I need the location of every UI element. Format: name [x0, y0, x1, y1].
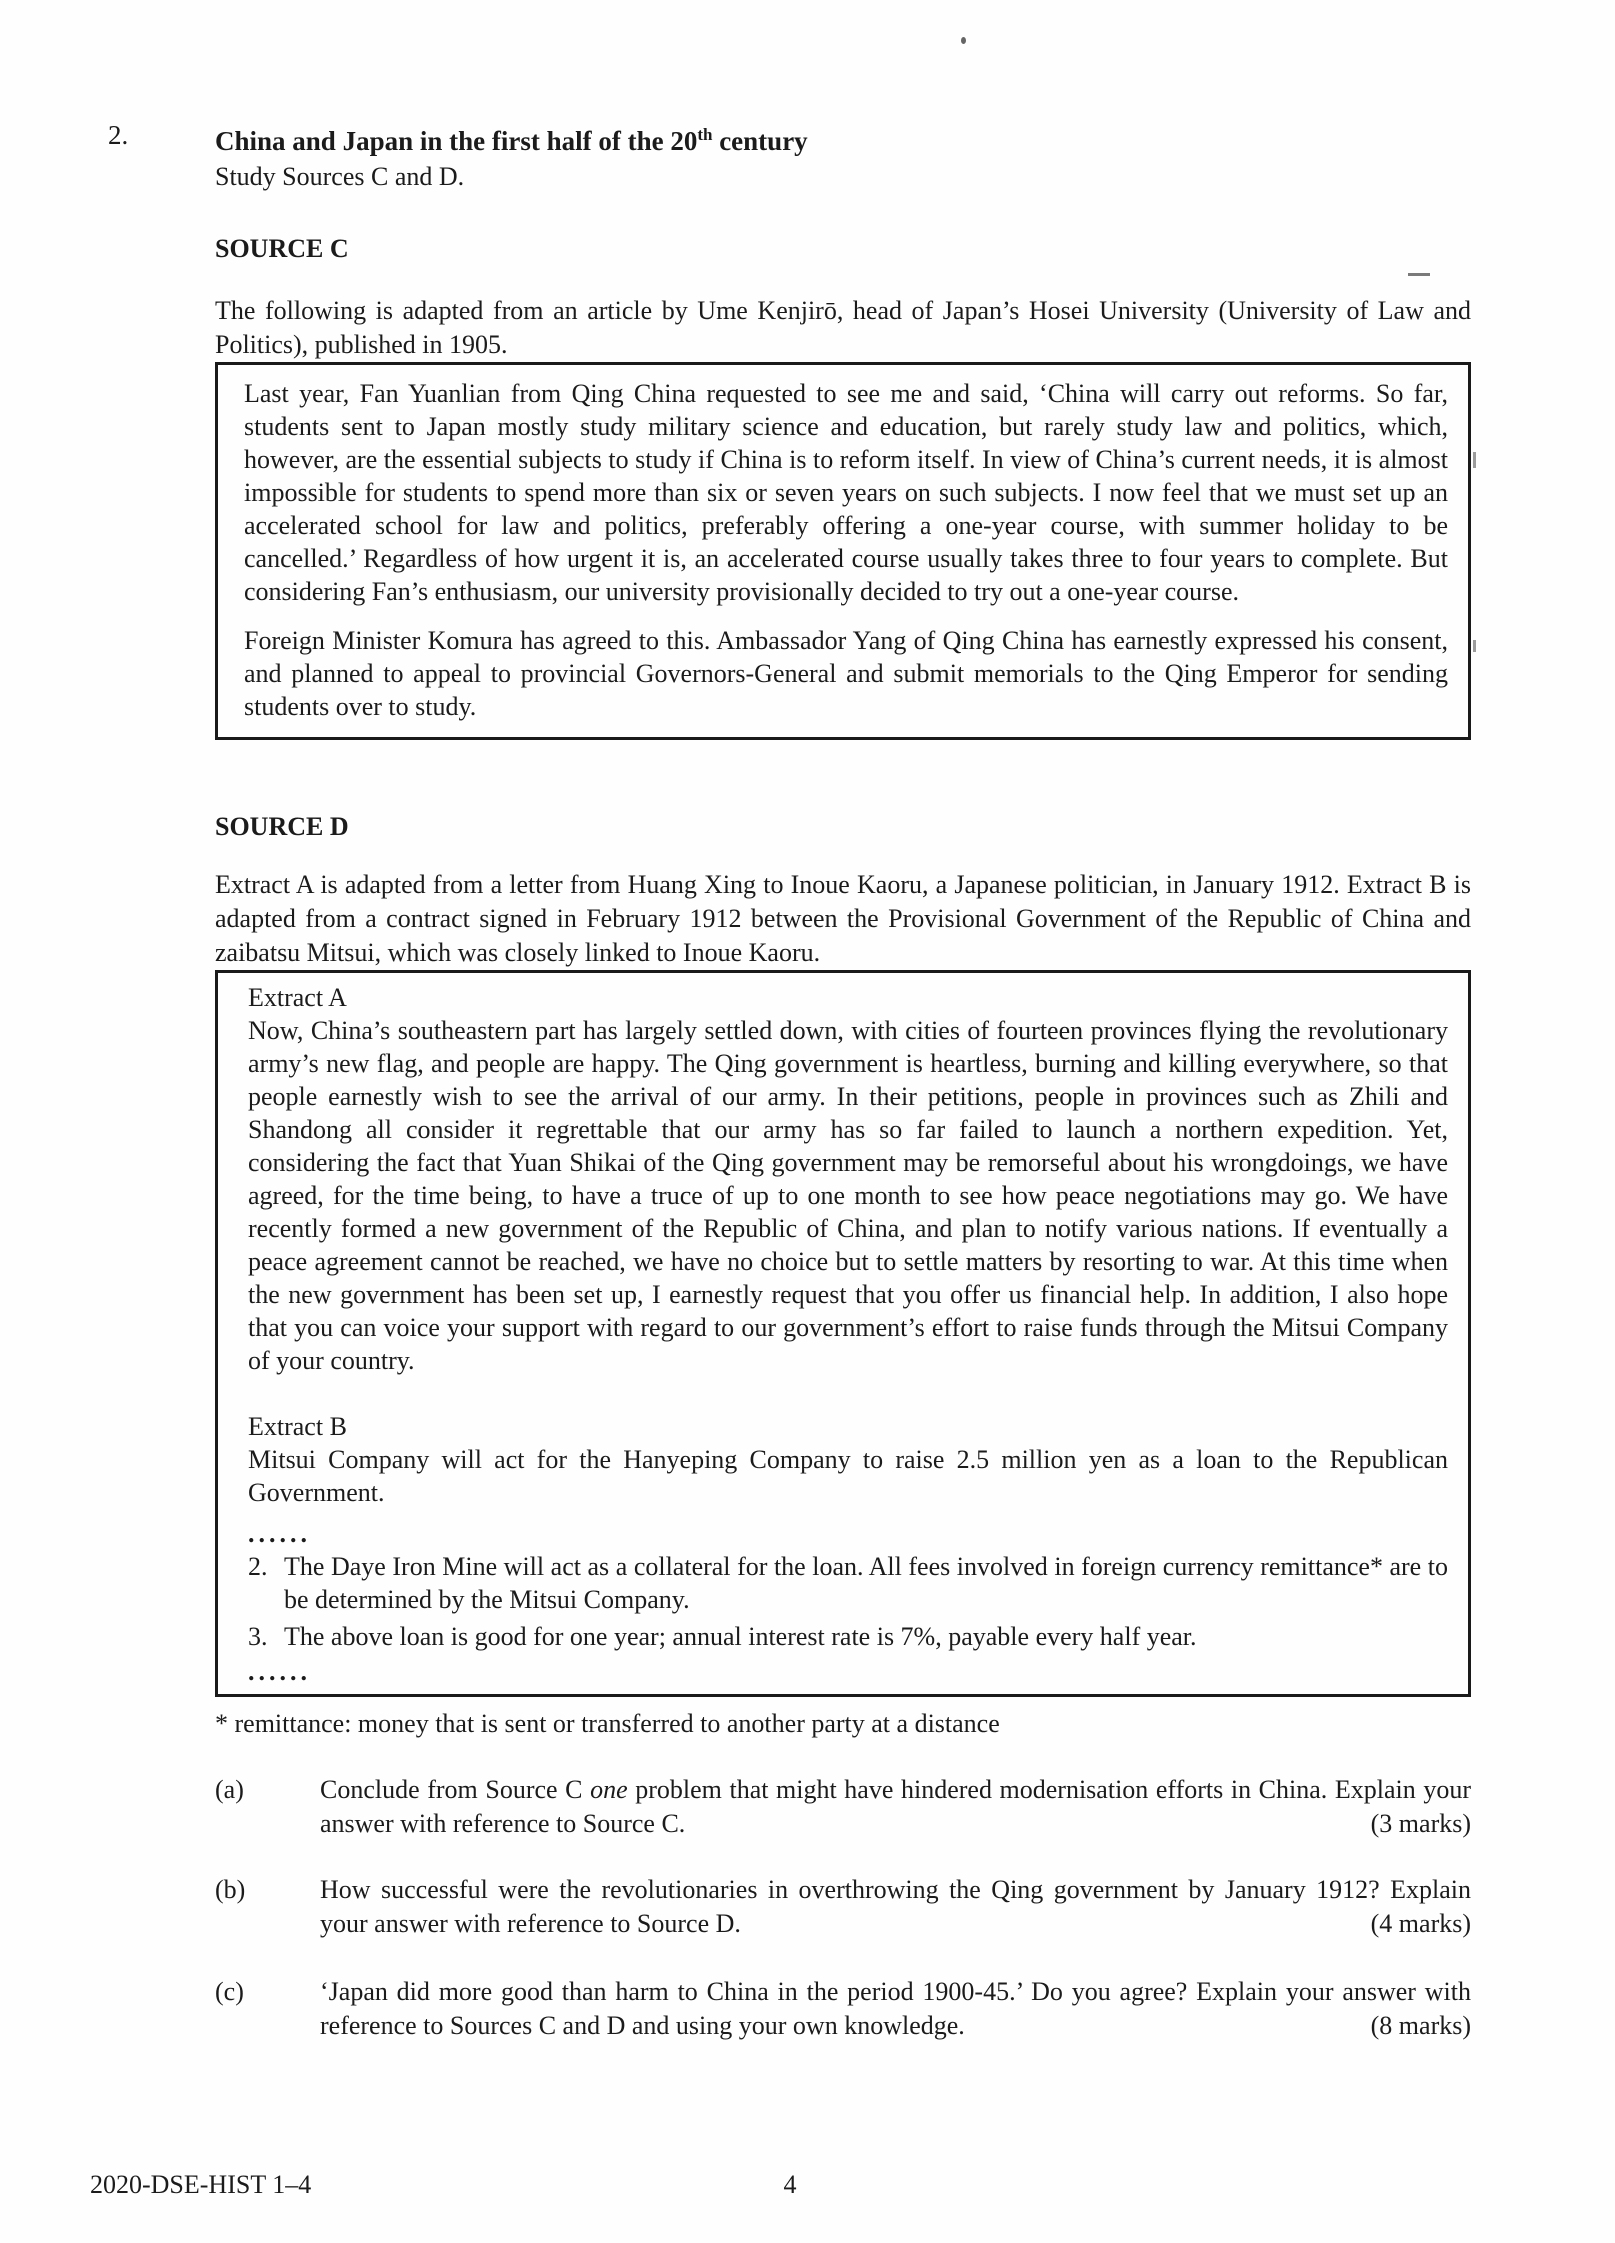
source-c-heading: SOURCE C: [215, 234, 349, 263]
source-d-box: [215, 970, 1471, 1697]
question-b: [215, 1873, 1471, 1941]
question-b-pre: How successful were the revolutionaries in overthrowing the Qing government by January 1912? Explain your answer with reference to Source D.: [320, 1875, 1471, 1938]
question-title: [215, 116, 1471, 160]
source-c-box: [215, 362, 1471, 740]
source-c-paragraph-1: Last year, Fan Yuanlian from Qing China requested to see me and said, ‘China will carry out reforms. So far, students sent to Japan mostly study military science and education, but rarely study law and politics, which, however, are the essential subjects to study if China is to reform itself. In view of China’s current needs, it is almost impossible for students to spend more than six or seven years on such subjects. I now feel that we must set up an accelerated school for law and politics, preferably offering a one-year course, with summer holiday to be cancelled.’ Regardless of how urgent it is, an accelerated course usually takes three to four years to complete. But considering Fan’s enthusiasm, our university provisionally decided to try out a one-year course.: [244, 379, 1448, 606]
scan-artifact-dot: [961, 37, 966, 44]
scan-artifact-tick: [1473, 452, 1476, 468]
contract-item: [248, 1550, 1448, 1616]
contract-item: [248, 1620, 1448, 1653]
paper-code: 2020-DSE-HIST 1–4: [90, 2170, 312, 2199]
question-a-text: [320, 1773, 1471, 1841]
title-main: China and Japan in the first half of the 20: [215, 126, 698, 156]
contract-item-text: The above loan is good for one year; annual interest rate is 7%, payable every half year.: [284, 1622, 1197, 1651]
source-d-intro: Extract A is adapted from a letter from Huang Xing to Inoue Kaoru, a Japanese politician, in January 1912. Extract B is adapted from a contract signed in February 1912 between the Provisional Government of the Republic of China and zaibatsu Mitsui, which was closely linked to Inoue Kaoru.: [215, 870, 1471, 967]
page-content: [215, 116, 1471, 2043]
scan-artifact-tick: [1473, 640, 1476, 652]
question-c-label: (c): [215, 1977, 244, 2006]
question-c-text: [320, 1975, 1471, 2043]
contract-item-number: 2.: [248, 1552, 268, 1581]
source-c-paragraph-2: Foreign Minister Komura has agreed to this. Ambassador Yang of Qing China has earnestly expressed his consent, and planned to appeal to provincial Governors-General and submit memorials to the Qing Emperor for sending students over to study.: [244, 626, 1448, 721]
extract-b-text: Mitsui Company will act for the Hanyeping Company to raise 2.5 million yen as a loan to the Republican Government.: [248, 1445, 1448, 1507]
ellipsis-line: ......: [248, 1519, 311, 1548]
title-tail: century: [712, 126, 808, 156]
title-superscript: th: [697, 125, 713, 144]
question-number: 2.: [108, 120, 129, 150]
extract-b-label: Extract B: [248, 1412, 347, 1441]
question-c: [215, 1975, 1471, 2043]
question-a-label: (a): [215, 1775, 244, 1804]
question-a-pre: Conclude from Source C: [320, 1775, 591, 1804]
contract-item-number: 3.: [248, 1622, 268, 1651]
question-b-text: [320, 1873, 1471, 1941]
question-b-marks: (4 marks): [1370, 1909, 1471, 1938]
question-b-label: (b): [215, 1875, 246, 1904]
source-d-heading: SOURCE D: [215, 812, 349, 841]
question-c-marks: (8 marks): [1370, 2011, 1471, 2040]
ellipsis-line: ......: [248, 1657, 311, 1686]
extract-a-label: Extract A: [248, 983, 347, 1012]
source-c-intro: The following is adapted from an article by Ume Kenjirō, head of Japan’s Hosei University (University of Law and Politics), published in 1905.: [215, 296, 1471, 359]
question-a-marks: (3 marks): [1370, 1809, 1471, 1838]
contract-item-text: The Daye Iron Mine will act as a collateral for the loan. All fees involved in foreign currency remittance* are to be determined by the Mitsui Company.: [284, 1552, 1448, 1614]
question-a: [215, 1773, 1471, 1841]
page-number: 4: [783, 2170, 797, 2199]
study-instruction: Study Sources C and D.: [215, 162, 465, 191]
question-a-emphasis: one: [590, 1775, 628, 1804]
question-a-post: problem that might have hindered modernisation efforts in China. Explain your answer with reference to Source C.: [320, 1775, 1471, 1838]
extract-a-text: Now, China’s southeastern part has largely settled down, with cities of fourteen provinces flying the revolutionary army’s new flag, and people are happy. The Qing government is heartless, burning and killing everywhere, so that people earnestly wish to see the arrival of our army. In their petitions, people in provinces such as Zhili and Shandong all consider it regrettable that our army has so far failed to launch a northern expedition. Yet, considering the fact that Yuan Shikai of the Qing government may be remorseful about his wrongdoings, we have agreed, for the time being, to have a truce of up to one month to see how peace negotiations may go. We have recently formed a new government of the Republic of China, and plan to notify various nations. If eventually a peace agreement cannot be reached, we have no choice but to settle matters by resorting to war. At this time when the new government has been set up, I earnestly request that you offer us financial help. In addition, I also hope that you can voice your support with regard to our government’s effort to raise funds through the Mitsui Company of your country.: [248, 1016, 1448, 1375]
remittance-footnote: * remittance: money that is sent or transferred to another party at a distance: [215, 1709, 1000, 1738]
question-c-pre: ‘Japan did more good than harm to China in the period 1900-45.’ Do you agree? Explain your answer with reference to Sources C and D and using your own knowledge.: [320, 1977, 1471, 2040]
